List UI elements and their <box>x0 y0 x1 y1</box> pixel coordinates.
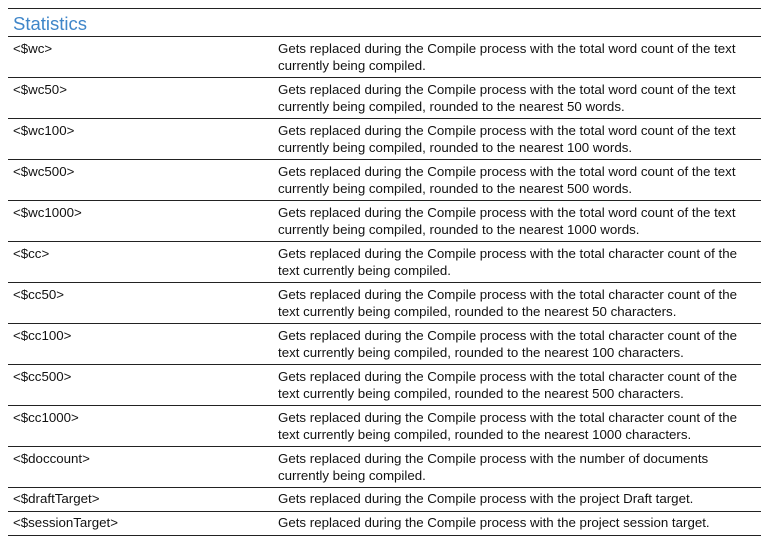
placeholder-tag: <$cc1000> <box>13 410 79 425</box>
placeholder-tag: <$sessionTarget> <box>13 515 118 530</box>
placeholder-description: Gets replaced during the Compile process with the total character count of the text currently being compiled. <box>278 246 737 278</box>
placeholder-tag: <$cc500> <box>13 369 72 384</box>
table-row <box>8 201 761 242</box>
table-row <box>8 283 761 324</box>
table-row <box>8 324 761 365</box>
placeholder-tag: <$draftTarget> <box>13 491 100 506</box>
table-row <box>8 512 761 536</box>
placeholder-tag: <$wc50> <box>13 82 67 97</box>
placeholder-tag: <$cc50> <box>13 287 65 302</box>
placeholder-tag: <$wc100> <box>13 123 75 138</box>
placeholder-description: Gets replaced during the Compile process with the project Draft target. <box>278 491 694 506</box>
placeholder-tag: <$wc> <box>13 41 53 56</box>
placeholder-tag: <$wc500> <box>13 164 75 179</box>
placeholder-description: Gets replaced during the Compile process with the total word count of the text currently being compiled, rounded to the nearest 100 words. <box>278 123 736 155</box>
placeholder-description: Gets replaced during the Compile process with the total character count of the text currently being compiled, rounded to the nearest 1000 characters. <box>278 410 737 442</box>
placeholder-description: Gets replaced during the Compile process with the total character count of the text currently being compiled, rounded to the nearest 100 characters. <box>278 328 737 360</box>
placeholder-tag: <$cc> <box>13 246 50 261</box>
placeholder-description: Gets replaced during the Compile process with the total character count of the text currently being compiled, rounded to the nearest 500 characters. <box>278 369 737 401</box>
placeholder-description: Gets replaced during the Compile process with the total word count of the text currently being compiled. <box>278 41 736 73</box>
table-row <box>8 242 761 283</box>
table-row <box>8 406 761 447</box>
table-row <box>8 447 761 488</box>
table-row <box>8 160 761 201</box>
placeholder-description: Gets replaced during the Compile process with the total word count of the text currently being compiled, rounded to the nearest 1000 words. <box>278 205 736 237</box>
placeholder-description: Gets replaced during the Compile process with the total word count of the text currently being compiled, rounded to the nearest 500 words. <box>278 164 736 196</box>
placeholder-tag: <$wc1000> <box>13 205 82 220</box>
placeholder-tag: <$doccount> <box>13 451 90 466</box>
placeholder-description: Gets replaced during the Compile process with the total word count of the text currently being compiled, rounded to the nearest 50 words. <box>278 82 736 114</box>
section-title: Statistics <box>8 9 761 37</box>
table-row <box>8 37 761 78</box>
table-row <box>8 119 761 160</box>
placeholder-description: Gets replaced during the Compile process with the number of documents currently being compiled. <box>278 451 709 483</box>
placeholder-description: Gets replaced during the Compile process with the total character count of the text currently being compiled, rounded to the nearest 50 characters. <box>278 287 737 319</box>
table-row <box>8 78 761 119</box>
table-row <box>8 488 761 512</box>
statistics-table <box>8 8 761 536</box>
table-row <box>8 365 761 406</box>
placeholder-tag: <$cc100> <box>13 328 72 343</box>
placeholder-description: Gets replaced during the Compile process with the project session target. <box>278 515 710 530</box>
